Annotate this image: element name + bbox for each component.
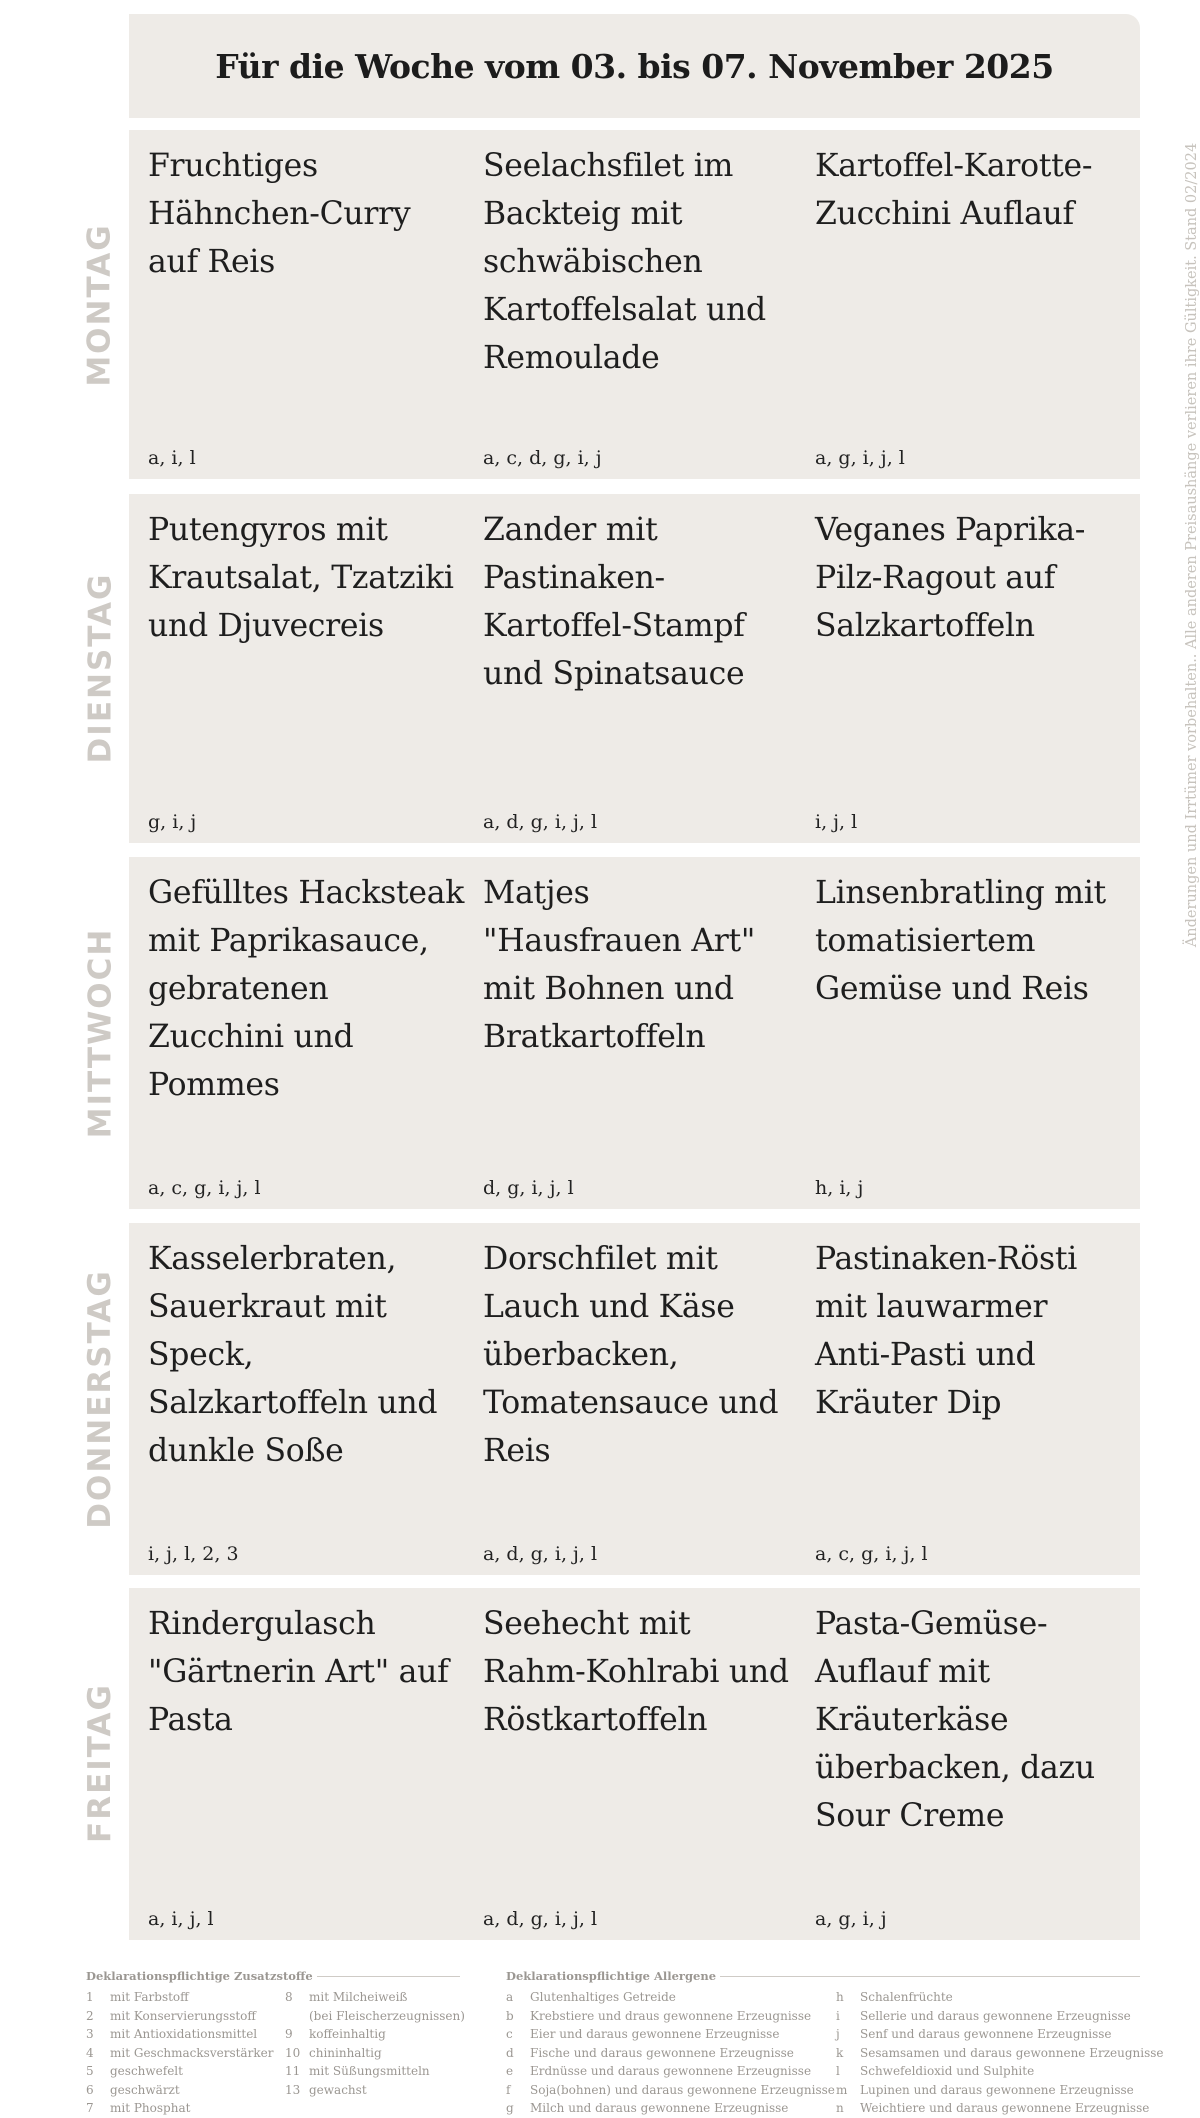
allergen-codes: i, j, l, 2, 3 [148, 1543, 239, 1565]
allergen-legend-item [836, 2081, 1140, 2100]
menu-header [129, 14, 1140, 118]
legend-key: n [836, 2101, 844, 2115]
legend-value: Senf und daraus gewonnene Erzeugnisse [860, 2027, 1112, 2041]
legend-key: 13 [285, 2082, 301, 2097]
additive-legend-item [86, 2044, 285, 2063]
meal-title: Linsenbratling mit tomatisiertem Gemüse und Reis [815, 875, 1106, 1007]
meal-card [815, 1223, 1130, 1575]
meal-title: Gefülltes Hacksteak mit Paprikasauce, gebratenen Zucchini und Pommes [148, 875, 464, 1103]
meal-title: Kartoffel-Karotte-Zucchini Auflauf [815, 148, 1093, 232]
legend-value: mit Phosphat [110, 2101, 191, 2115]
legend-value: Krebstiere und draus gewonnene Erzeugnisse [530, 2008, 812, 2023]
allergen-legend-item [836, 2062, 1140, 2081]
legend-value: Schalenfrüchte [860, 1990, 953, 2004]
additive-legend-item [285, 2025, 460, 2044]
meal-card [483, 1588, 793, 1940]
legend-value: chininhaltig [309, 2045, 382, 2060]
legend-value: mit Konservierungsstoff [110, 2008, 256, 2023]
allergens-legend [506, 1968, 1164, 2118]
legend-value: (bei Fleischerzeugnissen) [309, 2008, 465, 2023]
day-label-mittwoch: MITTWOCH [82, 927, 119, 1139]
allergen-legend-item [506, 2007, 836, 2026]
allergen-codes: a, c, g, i, j, l [148, 1177, 261, 1199]
legend-key: m [836, 2082, 848, 2097]
meal-card [483, 130, 793, 479]
meal-title: Seelachsfilet im Backteig mit schwäbischen Kartoffelsalat und Remoulade [483, 148, 766, 376]
legend-value: Schwefeldioxid und Sulphite [860, 2064, 1035, 2078]
disclaimer-text: Änderungen und Irrtümer vorbehalten.. Alle anderen Preisaushänge verlieren ihre Gültigkeit. Stand 02/2024 [1184, 142, 1200, 948]
allergen-codes: a, d, g, i, j, l [483, 1543, 598, 1565]
day-row-freitag [129, 1588, 1140, 1940]
meal-card [815, 857, 1130, 1209]
legend-value: Sesamsamen und daraus gewonnene Erzeugnisse [860, 2045, 1164, 2060]
allergen-legend-item [506, 2081, 836, 2100]
page-title: Für die Woche vom 03. bis 07. November 2025 [215, 46, 1054, 86]
day-label-donnerstag: DONNERSTAG [82, 1269, 118, 1529]
legend-value: koffeinhaltig [309, 2027, 386, 2041]
meal-title: Pasta-Gemüse-Auflauf mit Kräuterkäse überbacken, dazu Sour Creme [815, 1606, 1095, 1834]
legend-key: 8 [285, 1990, 293, 2004]
meal-title: Veganes Paprika-Pilz-Ragout auf Salzkartoffeln [815, 512, 1086, 644]
legend-key: e [506, 2064, 514, 2078]
allergen-codes: d, g, i, j, l [483, 1177, 574, 1199]
allergen-legend-item [836, 2044, 1164, 2063]
additives-legend-title: Deklarationspflichtige Zusatzstoffe [86, 1968, 460, 1984]
day-label-montag: MONTAG [82, 223, 119, 387]
allergen-legend-item [506, 2062, 836, 2081]
legend-key: 2 [86, 2008, 94, 2023]
legend-value: Fische und daraus gewonnene Erzeugnisse [530, 2045, 794, 2060]
legend-value: mit Süßungsmitteln [309, 2064, 430, 2078]
day-row-donnerstag [129, 1223, 1140, 1575]
meal-card [815, 494, 1130, 843]
additives-column [86, 1988, 285, 2118]
allergen-codes: a, d, g, i, j, l [483, 1908, 598, 1930]
legend-value: mit Farbstoff [110, 1990, 189, 2004]
additive-legend-item [86, 2081, 285, 2100]
legend-value: Weichtiere und daraus gewonnene Erzeugnisse [860, 2101, 1150, 2115]
meal-card [148, 130, 468, 479]
allergen-legend-item [506, 2025, 836, 2044]
legend-value: geschwefelt [110, 2064, 183, 2078]
legend-value: Erdnüsse und daraus gewonnene Erzeugnisse [530, 2064, 812, 2078]
meal-card [148, 857, 468, 1209]
legend-key: l [836, 2064, 840, 2078]
allergen-codes: i, j, l [815, 811, 858, 833]
meal-title: Zander mit Pastinaken-Kartoffel-Stampf und Spinatsauce [483, 512, 745, 692]
allergen-legend-item [836, 2099, 1150, 2118]
additives-column [285, 1988, 465, 2118]
legend-value: mit Geschmacksverstärker [110, 2045, 274, 2060]
legend-key: 3 [86, 2027, 94, 2041]
additives-legend [86, 1968, 465, 2118]
allergen-codes: a, c, d, g, i, j [483, 447, 602, 469]
meal-card [148, 494, 468, 843]
legend-key [285, 2007, 309, 2026]
allergen-codes: a, d, g, i, j, l [483, 811, 598, 833]
allergen-codes: g, i, j [148, 811, 197, 833]
allergen-legend-item [506, 2044, 836, 2063]
legend-value: gewachst [309, 2082, 367, 2097]
allergen-codes: a, c, g, i, j, l [815, 1543, 928, 1565]
day-row-montag [129, 130, 1140, 479]
day-row-dienstag [129, 494, 1140, 843]
legend-key: a [506, 1990, 514, 2004]
additive-legend-item [86, 2007, 285, 2026]
meal-card [815, 1588, 1130, 1940]
legend-value: mit Antioxidationsmittel [110, 2027, 258, 2041]
day-row-mittwoch [129, 857, 1140, 1209]
additive-legend-item [86, 2025, 285, 2044]
legend-value: geschwärzt [110, 2082, 180, 2097]
legend-value: Milch und daraus gewonnene Erzeugnisse [530, 2101, 789, 2115]
legend-key: 9 [285, 2027, 293, 2041]
allergen-legend-item [836, 2007, 1140, 2026]
disclaimer-note [1182, 130, 1200, 960]
allergen-legend-item [506, 1988, 836, 2007]
meal-card [148, 1223, 468, 1575]
legend-key: j [836, 2027, 840, 2041]
allergen-codes: h, i, j [815, 1177, 864, 1199]
allergen-codes: a, i, l [148, 447, 196, 469]
legend-key: g [506, 2101, 514, 2115]
meal-title: Dorschfilet mit Lauch und Käse überbacken, Tomatensauce und Reis [483, 1241, 779, 1469]
allergens-legend-title: Deklarationspflichtige Allergene [506, 1968, 1140, 1984]
additive-legend-item [285, 2062, 460, 2081]
meal-card [483, 857, 793, 1209]
legend-key: d [506, 2045, 514, 2060]
meal-title: Seehecht mit Rahm-Kohlrabi und Röstkartoffeln [483, 1606, 789, 1738]
allergen-legend-item [506, 2099, 836, 2118]
additive-legend-item [285, 2007, 465, 2026]
legend-key: 5 [86, 2064, 94, 2078]
meal-title: Fruchtiges Hähnchen-Curry auf Reis [148, 148, 411, 280]
meal-card [815, 130, 1130, 479]
legend-key: 7 [86, 2101, 94, 2115]
additive-legend-item [86, 2099, 285, 2118]
legend-value: Lupinen und daraus gewonnene Erzeugnisse [860, 2082, 1134, 2097]
legend-value: Glutenhaltiges Getreide [530, 1990, 676, 2004]
meal-card [483, 1223, 793, 1575]
additive-legend-item [285, 1988, 460, 2007]
legend-key: b [506, 2008, 514, 2023]
meal-card [483, 494, 793, 843]
allergen-legend-item [836, 1988, 1140, 2007]
legend-key: 4 [86, 2045, 94, 2060]
meal-card [148, 1588, 468, 1940]
legend-key: 6 [86, 2082, 94, 2097]
day-label-dienstag: DIENSTAG [82, 572, 119, 764]
meal-title: Putengyros mit Krautsalat, Tzatziki und Djuvecreis [148, 512, 454, 644]
allergens-column [506, 1988, 836, 2118]
legend-value: mit Milcheiweiß [309, 1990, 408, 2004]
allergen-codes: a, g, i, j [815, 1908, 887, 1930]
meal-title: Kasselerbraten, Sauerkraut mit Speck, Salzkartoffeln und dunkle Soße [148, 1241, 438, 1469]
additive-legend-item [86, 1988, 285, 2007]
day-label-freitag: FREITAG [82, 1683, 118, 1843]
meal-title: Matjes "Hausfrauen Art" mit Bohnen und Bratkartoffeln [483, 875, 756, 1055]
allergen-codes: a, i, j, l [148, 1908, 214, 1930]
legend-key: c [506, 2027, 513, 2041]
legend-value: Sellerie und daraus gewonnene Erzeugnisse [860, 2008, 1131, 2023]
legend-value: Eier und daraus gewonnene Erzeugnisse [530, 2027, 780, 2041]
meal-title: Rindergulasch "Gärtnerin Art" auf Pasta [148, 1606, 449, 1738]
allergen-codes: a, g, i, j, l [815, 447, 905, 469]
additive-legend-item [285, 2081, 460, 2100]
legend-key: h [836, 1990, 844, 2004]
legend-value: Soja(bohnen) und daraus gewonnene Erzeugnisse [530, 2082, 835, 2097]
legend-key: k [836, 2045, 844, 2060]
legend-key: 11 [285, 2064, 301, 2078]
meal-title: Pastinaken-Rösti mit lauwarmer Anti-Pasti und Kräuter Dip [815, 1241, 1077, 1421]
legend-key: i [836, 2008, 840, 2023]
additive-legend-item [86, 2062, 285, 2081]
allergens-column [836, 1988, 1164, 2118]
additive-legend-item [285, 2044, 460, 2063]
legend-key: 10 [285, 2045, 301, 2060]
legend-key: f [506, 2082, 511, 2097]
allergen-legend-item [836, 2025, 1140, 2044]
legend-key: 1 [86, 1990, 94, 2004]
